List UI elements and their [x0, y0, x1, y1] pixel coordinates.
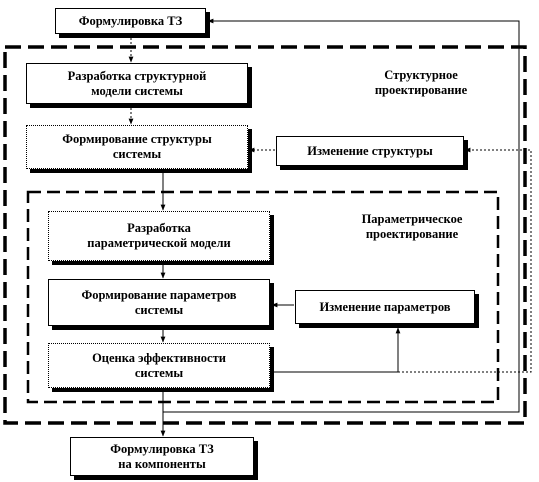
param-model-line-1: Разработка [127, 221, 191, 235]
form-structure-line-2: системы [112, 147, 162, 161]
form-params-line-2: системы [134, 302, 184, 317]
structural-model-box [26, 63, 248, 104]
structural-design-label [356, 68, 486, 98]
top-tz-label: Формулировка ТЗ [78, 13, 183, 28]
structural-model-line-1: Разработка структурной [67, 68, 207, 83]
parametric-design-label [344, 212, 480, 242]
form-params-line-1: Формирование параметров [81, 287, 237, 302]
parametric-design-label-line-1: Параметрическое [361, 212, 463, 226]
param-model-line-2: параметрической модели [87, 236, 231, 250]
param-model-box [48, 211, 270, 261]
arrow-efficiency-to-change-params [272, 328, 398, 372]
efficiency-box [48, 343, 270, 388]
structural-model-line-2: модели системы [91, 83, 183, 98]
bottom-tz-box [70, 437, 254, 476]
form-params-box [48, 279, 270, 326]
form-structure-line-1: Формирование структуры [62, 132, 212, 146]
change-params-label: Изменение параметров [319, 299, 451, 314]
structural-design-label-line-1: Структурное [384, 68, 458, 82]
efficiency-line-2: системы [134, 365, 184, 380]
bottom-tz-line-1: Формулировка ТЗ [110, 441, 214, 456]
form-structure-box [26, 125, 248, 169]
structural-design-label-line-2: проектирование [374, 83, 468, 97]
arrow-efficiency-to-change-structure [398, 150, 531, 372]
change-params-box [295, 290, 475, 324]
change-structure-box [276, 136, 464, 166]
top-tz-box [55, 8, 206, 34]
bottom-tz-line-2: на компоненты [118, 456, 206, 471]
efficiency-line-1: Оценка эффективности [92, 350, 226, 365]
change-structure-label: Изменение структуры [307, 143, 433, 158]
parametric-design-label-line-2: проектирование [365, 227, 459, 241]
